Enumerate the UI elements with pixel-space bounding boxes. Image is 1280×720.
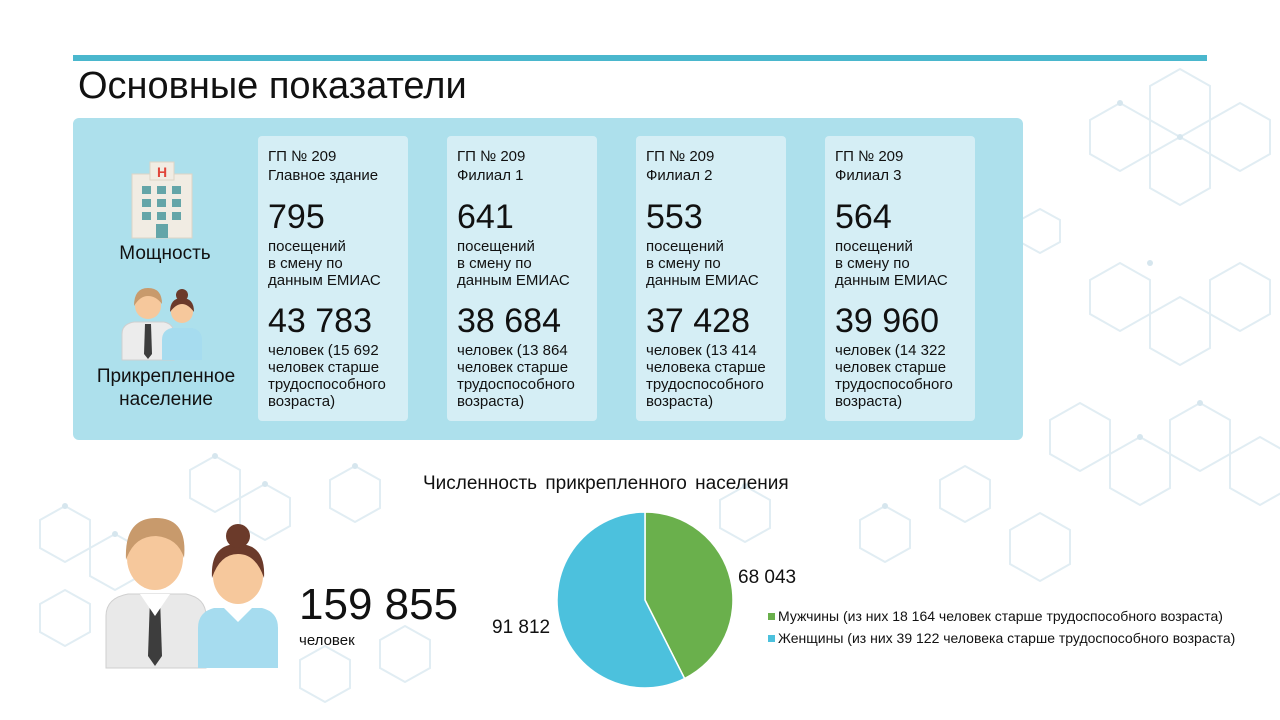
card-org: ГП № 209	[268, 148, 337, 165]
man-woman-icon	[118, 282, 204, 362]
visits-value: 641	[457, 198, 514, 236]
branch-card-filial-2	[636, 136, 786, 421]
desc-line: трудоспособного	[268, 376, 386, 393]
desc-line: посещений	[268, 238, 346, 255]
card-header	[457, 147, 597, 185]
chart-title: Численность прикрепленного населения	[423, 473, 789, 494]
population-label-line1: Прикрепленное	[96, 366, 236, 387]
desc-line: данным ЕМИАС	[457, 272, 570, 289]
population-description	[835, 342, 980, 410]
desc-line: возраста)	[457, 393, 525, 410]
desc-line: человек старше	[268, 359, 380, 376]
desc-line: в смену по	[457, 255, 532, 272]
svg-text:H: H	[156, 164, 168, 180]
visits-description	[268, 238, 413, 289]
desc-line: человека старше	[646, 359, 766, 376]
slice-label-male: 68 043	[738, 567, 797, 588]
population-value: 38 684	[457, 302, 561, 340]
visits-value: 795	[268, 198, 325, 236]
desc-line: в смену по	[646, 255, 721, 272]
hospital-building-icon	[130, 160, 194, 240]
population-value: 39 960	[835, 302, 939, 340]
card-header	[835, 147, 975, 185]
legend-swatch-female	[768, 635, 775, 642]
desc-line: данным ЕМИАС	[268, 272, 381, 289]
desc-line: посещений	[457, 238, 535, 255]
desc-line: возраста)	[646, 393, 714, 410]
visits-value: 553	[646, 198, 703, 236]
desc-line: трудоспособного	[457, 376, 575, 393]
card-building: Филиал 2	[646, 167, 713, 184]
population-label	[86, 365, 246, 411]
desc-line: в смену по	[835, 255, 910, 272]
population-description	[268, 342, 413, 410]
desc-line: посещений	[835, 238, 913, 255]
visits-value: 564	[835, 198, 892, 236]
desc-line: человек старше	[457, 359, 569, 376]
legend-swatch-male	[768, 613, 775, 620]
desc-line: данным ЕМИАС	[646, 272, 759, 289]
visits-description	[646, 238, 791, 289]
desc-line: данным ЕМИАС	[835, 272, 948, 289]
total-population-unit: человек	[299, 632, 355, 649]
desc-line: человек (15 692	[268, 342, 379, 359]
population-label-line2: население	[119, 389, 213, 410]
desc-line: человек (14 322	[835, 342, 946, 359]
card-header	[268, 147, 408, 185]
desc-line: трудоспособного	[646, 376, 764, 393]
total-population-value: 159 855	[299, 580, 459, 629]
population-pie-chart	[540, 500, 770, 700]
card-building: Филиал 1	[457, 167, 524, 184]
population-description	[646, 342, 791, 410]
card-org: ГП № 209	[835, 148, 904, 165]
title-accent-rule	[73, 55, 1207, 61]
visits-description	[457, 238, 602, 289]
legend-entry-male	[768, 605, 1235, 627]
legend-label-female: Женщины (из них 39 122 человека старше трудоспособного возраста)	[778, 630, 1236, 646]
desc-line: в смену по	[268, 255, 343, 272]
card-org: ГП № 209	[646, 148, 715, 165]
branch-card-filial-3	[825, 136, 975, 421]
population-value: 43 783	[268, 302, 372, 340]
population-value: 37 428	[646, 302, 750, 340]
card-header	[646, 147, 786, 185]
branch-card-main	[258, 136, 408, 421]
legend-entry-female	[768, 627, 1235, 649]
page-title: Основные показатели	[78, 65, 467, 107]
desc-line: человек старше	[835, 359, 947, 376]
legend-label-male: Мужчины (из них 18 164 человек старше трудоспособного возраста)	[778, 608, 1223, 624]
man-woman-large-icon	[102, 512, 282, 670]
capacity-label: Мощность	[119, 243, 211, 264]
slice-label-female: 91 812	[492, 617, 551, 638]
desc-line: человек (13 414	[646, 342, 757, 359]
desc-line: человек (13 864	[457, 342, 568, 359]
branch-card-filial-1	[447, 136, 597, 421]
chart-legend	[768, 605, 1235, 649]
card-org: ГП № 209	[457, 148, 526, 165]
card-building: Филиал 3	[835, 167, 902, 184]
desc-line: трудоспособного	[835, 376, 953, 393]
visits-description	[835, 238, 980, 289]
desc-line: возраста)	[835, 393, 903, 410]
population-description	[457, 342, 602, 410]
card-building: Главное здание	[268, 167, 379, 184]
desc-line: возраста)	[268, 393, 336, 410]
desc-line: посещений	[646, 238, 724, 255]
